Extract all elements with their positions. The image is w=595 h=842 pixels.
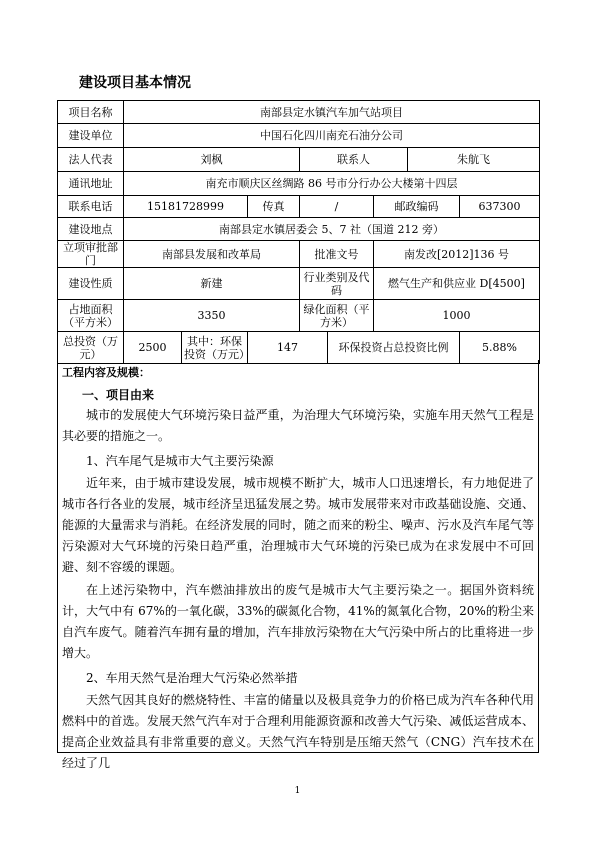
table-row [58, 241, 540, 268]
approval-dept-label: 立项审批部门 [58, 241, 124, 268]
land-area-value: 3350 [124, 300, 300, 332]
green-area-value: 1000 [374, 300, 540, 332]
total-invest-value: 2500 [124, 332, 182, 364]
land-area-label: 占地面积（平方米） [58, 300, 124, 332]
table-row [58, 124, 540, 148]
project-name-label: 项目名称 [58, 101, 124, 124]
paragraph: 在上述污染物中，汽车燃油排放出的废气是城市大气主要污染之一。据国外资料统计，大气中有 67%的一氧化碳，33%的碳氮化合物，41%的氮氧化合物，20%的粉尘来自汽车废气。随着汽车拥有量的增加，汽车排放污染物在大气污染中所占的比重将进一步增大。 [62, 583, 534, 660]
nature-label: 建设性质 [58, 268, 124, 300]
site-label: 建设地点 [58, 218, 124, 241]
env-invest-label: 其中：环保投资（万元） [182, 332, 248, 364]
paragraph: 城市的发展使大气环境污染日益严重，为治理大气环境污染，实施车用天然气工程是其必要的措施之一。 [62, 408, 534, 443]
table-row [58, 148, 540, 172]
subsection-heading: 2、车用天然气是治理大气污染必然举措 [86, 671, 298, 685]
fax-label: 传真 [248, 196, 300, 218]
phone-label: 联系电话 [58, 196, 124, 218]
contact-label: 联系人 [300, 148, 408, 172]
env-ratio-label: 环保投资占总投资比例 [328, 332, 460, 364]
legal-rep-value: 刘枫 [124, 148, 300, 172]
nature-value: 新建 [124, 268, 300, 300]
table-row [58, 218, 540, 241]
postcode-value: 637300 [460, 196, 540, 218]
approval-dept-value: 南部县发展和改革局 [124, 241, 300, 268]
builder-label: 建设单位 [58, 124, 124, 148]
table-row [58, 101, 540, 124]
fax-value: / [300, 196, 374, 218]
section-heading: 一、项目由来 [82, 388, 155, 402]
approval-no-label: 批准文号 [300, 241, 374, 268]
postcode-label: 邮政编码 [374, 196, 460, 218]
project-content-box [57, 360, 539, 770]
contact-value: 朱航飞 [408, 148, 540, 172]
table-row [58, 196, 540, 218]
table-row [58, 172, 540, 196]
env-invest-value: 147 [248, 332, 328, 364]
table-row [58, 332, 540, 364]
legal-rep-label: 法人代表 [58, 148, 124, 172]
industry-label: 行业类别及代码 [300, 268, 374, 300]
content-header: 工程内容及规模： [62, 366, 150, 379]
address-value: 南充市顺庆区丝绸路 86 号市分行办公大楼第十四层 [124, 172, 540, 196]
subsection-heading: 1、汽车尾气是城市大气主要污染源 [86, 454, 274, 468]
industry-value: 燃气生产和供应业 D[4500] [374, 268, 540, 300]
green-area-label: 绿化面积（平方米） [300, 300, 374, 332]
paragraph: 天然气因其良好的燃烧特性、丰富的储量以及极具竞争力的价格已成为汽车各种代用燃料中的首选。发展天然气汽车对于合理利用能源资源和改善大气污染、减低运营成本、提高企业效益具有非常重要的意义。天然气汽车特别是压缩天然气（CNG）汽车技术在经过了几 [62, 693, 534, 770]
approval-no-value: 南发改[2012]136 号 [374, 241, 540, 268]
env-ratio-value: 5.88% [460, 332, 540, 364]
page-number: 1 [294, 786, 301, 796]
table-row [58, 268, 540, 300]
builder-value: 中国石化四川南充石油分公司 [124, 124, 540, 148]
page-title: 建设项目基本情况 [79, 75, 191, 91]
phone-value: 15181728999 [124, 196, 248, 218]
table-row [58, 300, 540, 332]
total-invest-label: 总投资（万元） [58, 332, 124, 364]
site-value: 南部县定水镇居委会 5、7 社（国道 212 旁） [124, 218, 540, 241]
paragraph: 近年来，由于城市建设发展，城市规模不断扩大，城市人口迅速增长，有力地促进了城市各行各业的发展，城市经济呈迅猛发展之势。城市发展带来对市政基础设施、交通、能源的大量需求与消耗。在经济发展的同时，随之而来的粉尘、噪声、污水及汽车尾气等污染源对大气环境的污染日趋严重，治理城市大气环境的污染已成为在求发展中不可回避、刻不容缓的课题。 [62, 476, 534, 574]
address-label: 通讯地址 [58, 172, 124, 196]
project-name-value: 南部县定水镇汽车加气站项目 [124, 101, 540, 124]
project-info-table [57, 100, 540, 364]
